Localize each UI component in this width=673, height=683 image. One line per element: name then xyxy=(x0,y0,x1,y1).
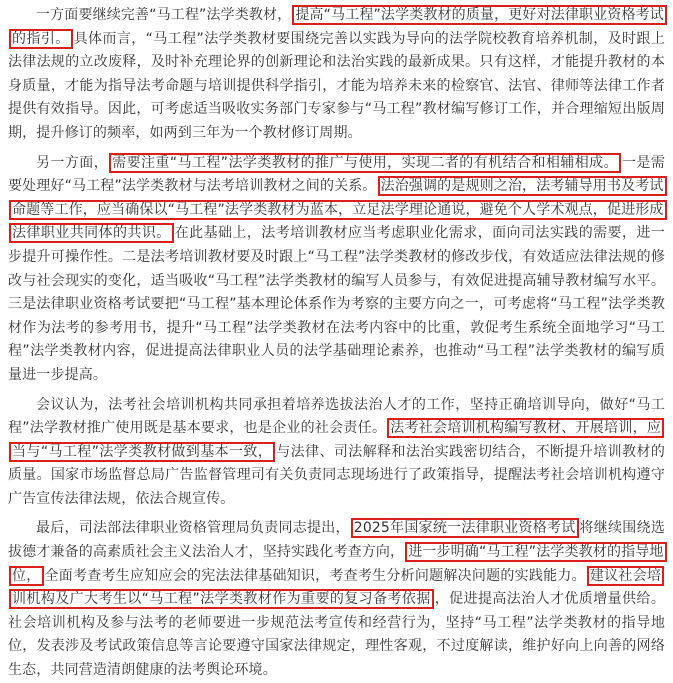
paragraph-text: 在此基础上，法考培训教材应当考虑职业化需求，面向司法实践的需要，进一步提升可操作性。二是法考培训教材要及时跟上“马工程”法学类教材的修改步伐，有效适应法律法规的修改与社会现实的变化，适当吸收“马工程”法学类教材的编写人员参与，有效促进提高辅导教材编写水平。三是法律职业资格考试要把“马工程”基本理论体系作为考察的主要方向之一，可考虑将“马工程”法学类教材作为法考的参考用书，提升“马工程”法学类教材在法考内容中的比重，敦促考生系统全面地学习“马工程”法学类教材内容，促进提高法律职业人员的法学基础理论素养，也推动“马工程”法学类教材的编写质量进一步提高。 xyxy=(8,225,665,383)
highlighted-text: 提高“马工程”法学类教材的质量，更好对法律职业资格考试的指引。 xyxy=(9,5,667,49)
paragraph-text: 一是需要处理好“马工程”法学类教材与法考培训教材之间的关系。 xyxy=(8,154,666,195)
paragraph-text: 一方面要继续完善“马工程”法学类教材， xyxy=(36,7,292,23)
paragraph-text: 另一方面， xyxy=(36,154,109,171)
paragraph-text: 最后，司法部法律职业资格管理局负责同志提出， xyxy=(36,520,350,537)
highlighted-text: 需要注重“马工程”法学类教材的推广与使用，实现二者的有机结合和相辅相成。 xyxy=(109,153,621,173)
highlighted-text: 进一步明确“马工程”法学类教材的指导地位， xyxy=(9,542,667,586)
paragraph-text: 与法律、司法解释和法治实践密切结合，不断提升培训教材的质量。国家市场监督总局广告监督管理司有关负责同志现场进行了政策指导，提醒法考社会培训机构遵守广告宣传法律法规，依法合规宣传。 xyxy=(8,443,665,507)
paragraph-1 xyxy=(8,4,665,146)
highlighted-text: 法治强调的是规则之治，法考辅导用书及考试命题等工作，应当确保以“马工程”法学类教材为蓝本，立足法学理论通说，避免个人学术观点，促进形成法律职业共同体的共识。 xyxy=(9,176,667,243)
paragraph-4 xyxy=(8,517,665,682)
highlighted-text: 建议社会培训机构及广大考生以“马工程”法学类教材作为重要的复习备考依据 xyxy=(9,566,664,610)
paragraph-text: 具体而言，“马工程”法学类教材要围绕完善以实践为导向的法学院校教育培养机制，及时跟上法律法规的立改废释，及时补充理论界的创新理论和法治实践的最新成果。只有这样，才能提升教材的本身质量，才能为指导法考命题与培训提供科学指引，才能为培养未来的检察官、法官、律师等法律工作者提供有效指导。因此，可考虑适当吸收实务部门专家参与“马工程”教材编写修订工作，并合理缩短出版周期，提升修订的频率，如两到三年为一个教材修订周期。 xyxy=(8,30,665,141)
paragraph-text: ，促进提高法治人才优质增量供给。社会培训机构及参与法考的老师要进一步规范法考宣传和经营行为，坚持“马工程”法学类教材的指导地位，发表涉及考试政策信息等言论要遵守国家法律规定，理性客观，不过度解读，维护好向上向善的网络生态，共同营造清朗健康的法考舆论环境。 xyxy=(8,591,665,679)
paragraph-3 xyxy=(8,394,665,512)
paragraph-text: 会议认为，法考社会培训机构共同承担着培养选拔法治人才的工作，坚持正确培训导向，做好“马工程”法学教材推广使用既是基本要求，也是企业的社会责任。 xyxy=(8,396,665,437)
highlighted-text: 法考社会培训机构编写教材、开展培训，应当与“马工程”法学类教材做到基本一致， xyxy=(9,418,664,462)
paragraph-2 xyxy=(8,152,665,388)
paragraph-text: 全面考查考生应知应会的宪法法律基础知识，考查考生分析问题解决问题的实践能力。 xyxy=(44,567,586,584)
paragraph-text: 将继续围绕选拔德才兼备的高素质社会主义法治人才，坚持实践化考查方向， xyxy=(8,520,665,561)
highlighted-text: 2025年国家统一法律职业资格考试 xyxy=(351,518,579,538)
